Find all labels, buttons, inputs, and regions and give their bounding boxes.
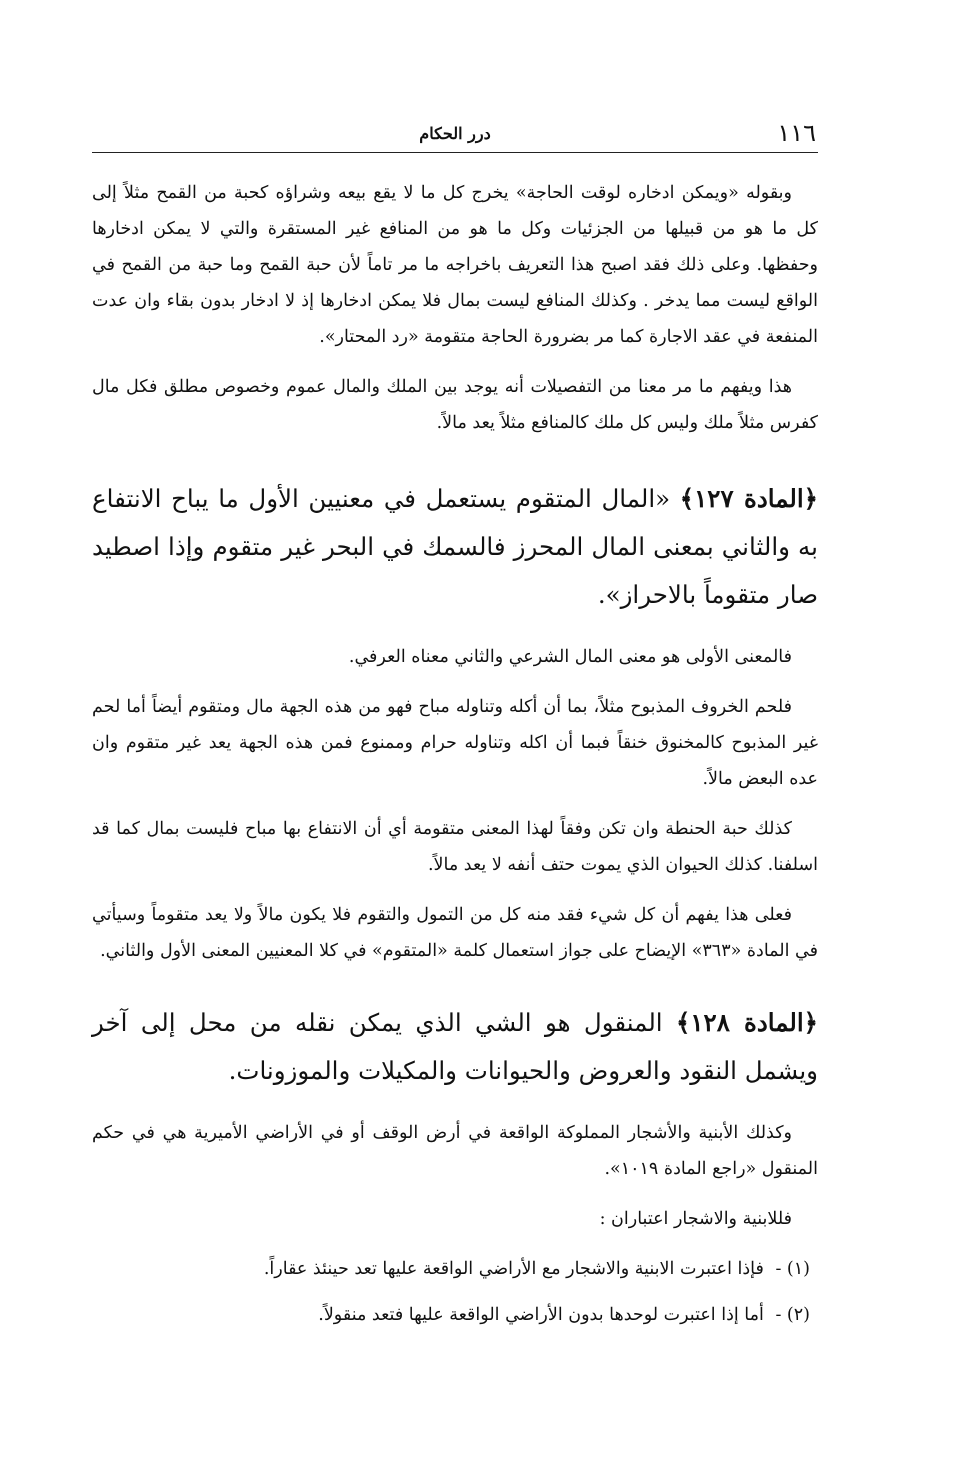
paragraph-7: وكذلك الأبنية والأشجار المملوكة الواقعة في أرض الوقف أو في الأراضي الأميرية هي في حكم المنقول «راجع المادة ١٠١٩». xyxy=(92,1123,818,1179)
paragraph-8: فللابنية والاشجار اعتباران : xyxy=(599,1209,792,1229)
page-content xyxy=(92,175,818,1333)
article-127-label: ﴿المادة ١٢٧﴾ xyxy=(679,484,818,513)
article-127 xyxy=(92,475,818,619)
list-item-1 xyxy=(92,1251,818,1287)
running-title: درر الحكام xyxy=(419,124,491,143)
page-header xyxy=(92,118,818,153)
paragraph-6: فعلى هذا يفهم أن كل شيء فقد منه كل من التمول والتقوم فلا يكون مالاً ولا يعد متقوماً وسيأتي في المادة «٣٦٣» الإيضاح على جواز استعمال كلمة «المتقوم» في كلا المعنيين المعنى الأول والثاني. xyxy=(92,905,818,961)
paragraph-3: فالمعنى الأولى هو معنى المال الشرعي والثاني معناه العرفي. xyxy=(348,647,792,667)
article-128-text: المنقول هو الشي الذي يمكن نقله من محل إلى آخر ويشمل النقود والعروض والحيوانات والمكيلات والموزونات. xyxy=(92,1008,818,1085)
paragraph-5: كذلك حبة الحنطة وان تكن وفقاً لهذا المعنى متقومة أي أن الانتفاع بها مباح فليست بمال كما قد اسلفنا. كذلك الحيوان الذي يموت حتف أنفه لا يعد مالاً. xyxy=(92,819,818,875)
list-item-2 xyxy=(92,1297,818,1333)
article-128 xyxy=(92,999,818,1095)
article-127-text: «المال المتقوم يستعمل في معنيين الأول ما يباح الانتفاع به والثاني بمعنى المال المحرز فالسمك في البحر غير متقوم وإذا اصطيد صار متقوماً بالاحراز». xyxy=(92,484,818,609)
list-item-1-number: (١) - xyxy=(775,1259,810,1279)
list-item-2-number: (٢) - xyxy=(775,1305,810,1325)
page-number: ١١٦ xyxy=(777,119,816,147)
article-128-label: ﴿المادة ١٢٨﴾ xyxy=(676,1008,818,1037)
document-page xyxy=(92,118,818,1343)
list-item-2-text: أما إذا اعتبرت لوحدها بدون الأراضي الواقعة عليها فتعد منقولاً. xyxy=(318,1305,764,1325)
paragraph-4: فلحم الخروف المذبوح مثلاً، بما أن أكله وتناوله مباح فهو من هذه الجهة مال ومتقوم أيضاً أما لحم غير المذبوح كالمخنوق خنقاً فبما أن اكله وتناوله حرام وممنوع فمن هذه الجهة يعد غير متقوم وان عده البعض مالاً. xyxy=(92,697,818,789)
list-item-1-text: فإذا اعتبرت الابنية والاشجار مع الأراضي الواقعة عليها تعد حينئذ عقاراً. xyxy=(263,1259,764,1279)
paragraph-2: هذا ويفهم ما مر معنا من التفصيلات أنه يوجد بين الملك والمال عموم وخصوص مطلق فكل مال كفرس مثلاً ملك وليس كل ملك كالمنافع مثلاً يعد مالاً. xyxy=(92,377,818,433)
paragraph-1: وبقوله «ويمكن ادخاره لوقت الحاجة» يخرج كل ما لا يقع بيعه وشراؤه كحبة من القمح مثلاً إلى كل ما هو من قبيلها من الجزئيات وكل ما هو من المنافع غير المستقرة والتي لا يمكن ادخارها وحفظها. وعلى ذلك فقد اصبح هذا التعريف باخراجه ما مر تاماً لأن حبة القمح وما حبة من القمح في الواقع ليست مما يدخر . وكذلك المنافع ليست بمال فلا يمكن ادخارها إذ لا ادخار بدون بقاء وان عدت المنفعة في عقد الاجارة كما مر بضرورة الحاجة متقومة «رد المحتار». xyxy=(92,183,818,347)
